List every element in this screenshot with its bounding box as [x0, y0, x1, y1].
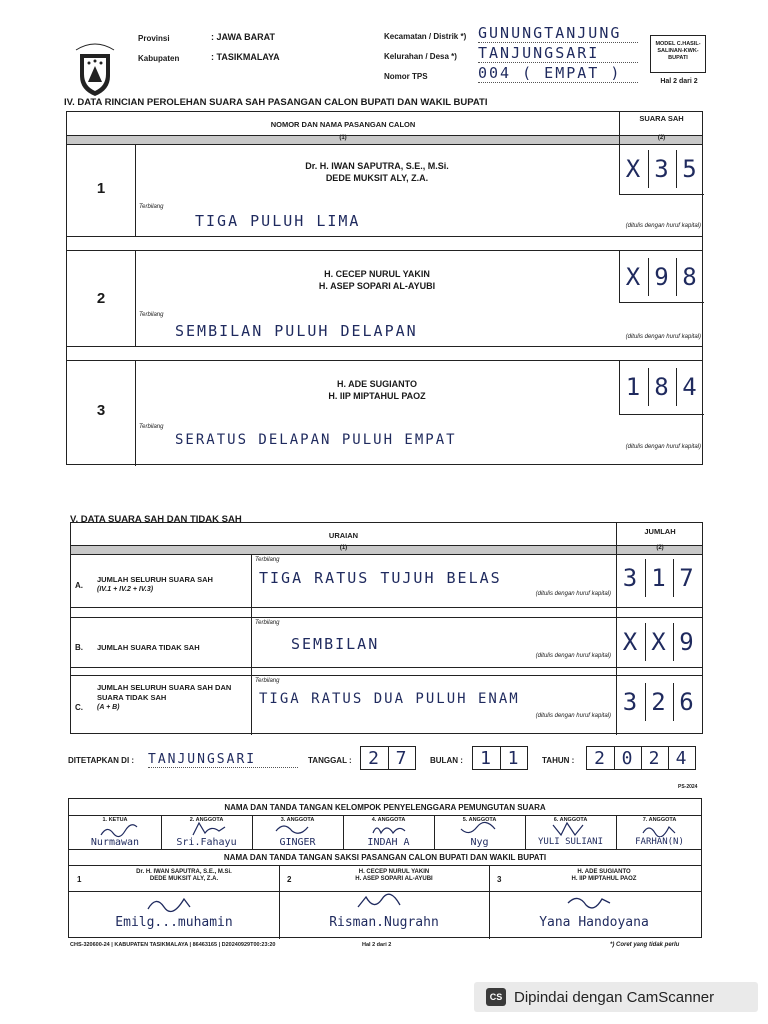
date-digit: 7 [388, 747, 415, 769]
candidate-3-line2: H. IIP MIPTAHUL PAOZ [328, 391, 426, 402]
tasikmalaya-crest-icon [72, 38, 118, 100]
date-digit: 4 [668, 747, 695, 769]
col-header-uraian: URAIAN [328, 531, 359, 540]
row-c-label [97, 683, 247, 712]
district-value: GUNUNGTANJUNG [478, 24, 638, 43]
regency-value: : TASIKMALAYA [211, 52, 280, 62]
vote-digit: 1 [625, 373, 643, 401]
witness-2-number: 2 [287, 875, 292, 884]
member-3-signature-icon [274, 821, 314, 837]
member-1-name: Nurmawan [90, 837, 140, 848]
footer-page: Hal 2 dari 2 [362, 942, 392, 948]
date-digit: 2 [368, 747, 381, 769]
col-num-1: (1) [339, 545, 348, 551]
member-7-role: 7. ANGGOTA [642, 817, 677, 823]
village-label: Kelurahan / Desa *) [384, 52, 457, 61]
candidate-1-spelled: TIGA PULUH LIMA [195, 212, 361, 230]
col-header-jumlah: JUMLAH [644, 527, 676, 536]
member-4-role: 4. ANGGOTA [371, 817, 406, 823]
terbilang-label: Terbilang [139, 312, 164, 318]
date-digit: 2 [594, 747, 607, 769]
member-2-name: Sri.Fahayu [176, 837, 237, 848]
member-3-name: GINGER [279, 837, 316, 848]
witness-1-candidate [99, 869, 269, 883]
witness-2-name: Risman.Nugrahn [329, 915, 439, 930]
candidate-3-votes [620, 368, 704, 406]
member-4-signature-icon [369, 821, 409, 837]
vote-digit: 5 [676, 150, 704, 188]
vote-digit: 4 [676, 368, 704, 406]
witness-2-signature-icon [354, 893, 404, 913]
witness-1-number: 1 [77, 875, 82, 884]
camscanner-text: Dipindai dengan CamScanner [514, 988, 715, 1006]
witness-3-cand-line2: H. IIP MIPTAHUL PAOZ [571, 876, 637, 883]
section-iv-title: IV. DATA RINCIAN PEROLEHAN SUARA SAH PASANGAN CALON BUPATI DAN WAKIL BUPATI [64, 97, 488, 108]
candidate-3-line1: H. ADE SUGIANTO [336, 379, 417, 389]
camscanner-logo-icon: CS [486, 988, 506, 1006]
vote-digit: 9 [648, 258, 676, 296]
tahun-boxes [586, 746, 696, 770]
col-header-votes: SUARA SAH [639, 114, 684, 123]
ditulis-note: (ditulis dengan huruf kapital) [625, 334, 701, 340]
vote-digit: 8 [676, 258, 704, 296]
witness-2-cand-line2: H. ASEP SOPARI AL-AYUBI [355, 876, 433, 883]
row-a-formula: (IV.1 + IV.2 + IV.3) [97, 585, 154, 593]
vote-digit: 3 [648, 150, 676, 188]
province-label: Provinsi [138, 34, 170, 43]
col-num-2: (2) [656, 545, 664, 551]
ditulis-note: (ditulis dengan huruf kapital) [535, 591, 611, 597]
row-a-letter: A. [75, 581, 83, 590]
col-num-2: (2) [657, 135, 666, 141]
row-b-spelled: SEMBILAN [291, 635, 380, 653]
row-a-title: JUMLAH SELURUH SUARA SAH [97, 575, 213, 584]
model-box [650, 35, 706, 73]
row-a-spelled: TIGA RATUS TUJUH BELAS [259, 569, 502, 587]
candidate-3-number: 3 [96, 402, 106, 419]
page-indicator-top: Hal 2 dari 2 [660, 78, 698, 85]
witness-1-cand-line2: DEDE MUKSIT ALY, Z.A. [149, 876, 219, 883]
row-c-formula: (A + B) [97, 703, 120, 711]
model-line: SALINAN-KWK- [657, 47, 699, 54]
total-digit: 3 [622, 688, 640, 716]
ditulis-note: (ditulis dengan huruf kapital) [535, 653, 611, 659]
row-a-label [97, 575, 247, 594]
witness-3-number: 3 [497, 875, 502, 884]
candidate-1-line2: DEDE MUKSIT ALY, Z.A. [325, 173, 429, 184]
terbilang-label: Terbilang [139, 424, 164, 430]
terbilang-label: Terbilang [255, 620, 280, 626]
kpps-title: NAMA DAN TANDA TANGAN KELOMPOK PENYELENGGARA PEMUNGUTAN SUARA [224, 803, 546, 812]
tps-value: 004 ( EMPAT ) [478, 64, 638, 83]
member-7-name: FARHAN(N) [635, 837, 684, 847]
signatures-table [68, 798, 702, 938]
candidate-votes-table [66, 111, 703, 465]
candidate-1-number: 1 [96, 180, 106, 197]
date-digit: 2 [641, 747, 668, 769]
col-num-1: (1) [339, 135, 347, 141]
member-1-role: 1. KETUA [102, 817, 128, 823]
row-c-total [617, 683, 701, 721]
total-digit: 1 [645, 559, 673, 597]
candidate-2-spelled: SEMBILAN PULUH DELAPAN [175, 322, 418, 340]
model-line: MODEL C.HASIL- [655, 41, 701, 47]
terbilang-label: Terbilang [139, 204, 164, 210]
total-digit: 7 [673, 559, 701, 597]
member-6-name: YULI SULIANI [537, 837, 604, 847]
district-label: Kecamatan / Distrik *) [384, 32, 467, 41]
total-digit: 2 [645, 683, 673, 721]
witness-1-name: Emilg...muhamin [115, 915, 233, 930]
form-sheet [58, 14, 710, 969]
tanggal-label: TANGGAL : [308, 756, 352, 765]
candidate-2-votes [620, 258, 704, 296]
ditulis-note: (ditulis dengan huruf kapital) [625, 223, 701, 229]
vote-totals-table [70, 522, 703, 734]
witness-3-name: Yana Handoyana [539, 915, 649, 930]
row-b-total [617, 623, 701, 661]
ditetapkan-label: DITETAPKAN DI : [68, 756, 135, 765]
candidate-2-line1: H. CECEP NURUL YAKIN [324, 269, 430, 279]
member-5-name: Nyg [470, 837, 489, 848]
candidate-3-spelled: SERATUS DELAPAN PULUH EMPAT [175, 432, 457, 448]
member-3-role: 3. ANGGOTA [280, 817, 315, 823]
vote-digit: X [625, 263, 643, 291]
province-value: : JAWA BARAT [211, 32, 275, 42]
witness-3-cand-line1: H. ADE SUGIANTO [577, 869, 631, 875]
candidate-2-number: 2 [96, 290, 106, 307]
form-code: PS-2024 [678, 784, 698, 790]
date-digit: 0 [614, 747, 641, 769]
tahun-label: TAHUN : [542, 756, 575, 765]
row-b-letter: B. [75, 643, 83, 652]
witness-2-candidate [309, 869, 479, 883]
witness-3-candidate [519, 869, 689, 883]
row-a-total [617, 559, 701, 597]
ditulis-note: (ditulis dengan huruf kapital) [625, 444, 701, 450]
candidate-1-votes [620, 150, 704, 188]
total-digit: 9 [673, 623, 701, 661]
terbilang-label: Terbilang [255, 678, 280, 684]
ditetapkan-value: TANJUNGSARI [148, 752, 298, 768]
footer-document-code: CHS-320600-24 | KABUPATEN TASIKMALAYA | 86463165 | D20240929T00:23:20 [70, 942, 276, 948]
member-6-role: 6. ANGGOTA [553, 817, 588, 823]
row-c-title: JUMLAH SELURUH SUARA SAH DAN SUARA TIDAK SAH [97, 683, 232, 702]
member-5-role: 5. ANGGOTA [462, 817, 497, 823]
candidate-2-line2: H. ASEP SOPARI AL-AYUBI [318, 281, 436, 292]
row-b-label [97, 643, 247, 653]
terbilang-label: Terbilang [255, 557, 280, 563]
camscanner-watermark [474, 982, 758, 1012]
col-header-candidates: NOMOR DAN NAMA PASANGAN CALON [270, 120, 416, 129]
tanggal-boxes [360, 746, 416, 770]
tps-label: Nomor TPS [384, 72, 428, 81]
vote-digit: X [625, 155, 643, 183]
witness-1-cand-line1: Dr. H. IWAN SAPUTRA, S.E., M.Si. [136, 869, 232, 875]
row-b-title: JUMLAH SUARA TIDAK SAH [97, 643, 200, 652]
witness-1-signature-icon [144, 893, 194, 913]
regency-label: Kabupaten [138, 54, 180, 63]
model-line: BUPATI [668, 54, 688, 61]
member-2-signature-icon [189, 821, 229, 837]
witness-3-signature-icon [564, 893, 614, 913]
candidate-1-line1: Dr. H. IWAN SAPUTRA, S.E., M.Si. [305, 161, 449, 171]
footer-note: *) Coret yang tidak perlu [610, 942, 680, 948]
member-5-signature-icon [459, 821, 499, 837]
bulan-label: BULAN : [430, 756, 463, 765]
candidate-1-name [135, 160, 619, 184]
section-v-title: V. DATA SUARA SAH DAN TIDAK SAH [70, 514, 242, 525]
date-digit: 1 [500, 747, 527, 769]
bulan-boxes [472, 746, 528, 770]
vote-digit: 8 [648, 368, 676, 406]
row-c-spelled: TIGA RATUS DUA PULUH ENAM [259, 691, 520, 707]
member-4-name: INDAH A [367, 837, 410, 848]
witness-2-cand-line1: H. CECEP NURUL YAKIN [358, 869, 430, 875]
total-digit: 6 [673, 683, 701, 721]
village-value: TANJUNGSARI [478, 44, 638, 63]
member-2-role: 2. ANGGOTA [189, 817, 224, 823]
witness-title: NAMA DAN TANDA TANGAN SAKSI PASANGAN CALON BUPATI DAN WAKIL BUPATI [223, 853, 547, 862]
candidate-2-name [135, 268, 619, 292]
total-digit: X [622, 628, 640, 656]
total-digit: 3 [622, 564, 640, 592]
total-digit: X [645, 623, 673, 661]
row-c-letter: C. [75, 703, 83, 712]
candidate-3-name [135, 378, 619, 402]
date-digit: 1 [480, 747, 493, 769]
ditulis-note: (ditulis dengan huruf kapital) [535, 713, 611, 719]
member-6-signature-icon [549, 821, 589, 837]
member-7-signature-icon [639, 821, 679, 837]
